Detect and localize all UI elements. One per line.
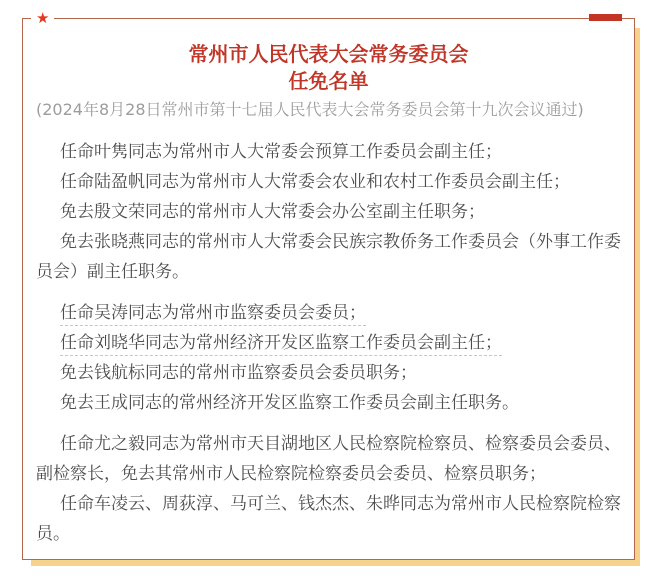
star-icon: ★ — [31, 8, 54, 28]
document-title-line-2: 任免名单 — [288, 69, 369, 93]
appointment-item — [36, 358, 621, 388]
appointment-text-underlined: 任命刘晓华同志为常州经济开发区监察工作委员会副主任； — [60, 333, 502, 356]
appointment-text: 任命车凌云、周荻淳、马可兰、钱杰杰、朱晔同志为常州市人民检察院检察员。 — [36, 494, 621, 544]
appointment-item — [36, 298, 621, 328]
appointment-item — [36, 429, 621, 489]
appointment-text: 免去张晓燕同志的常州市人大常委会民族宗教侨务工作委员会（外事工作委员会）副主任职务。 — [36, 232, 621, 282]
appointment-item — [36, 388, 621, 418]
appointment-text: 任命尤之毅同志为常州市天目湖地区人民检察院检察员、检察委员会委员、副检察长，免去其常州市人民检察院检察委员会委员、检察员职务； — [36, 434, 621, 484]
announcement-content — [23, 19, 634, 559]
document-title-line-1: 常州市人民代表大会常务委员会 — [188, 42, 469, 66]
appointments-block-procuratorate — [36, 429, 621, 549]
appointment-item — [36, 137, 621, 167]
appointment-text-underlined: 任命吴涛同志为常州市监察委员会委员； — [60, 303, 366, 326]
announcement-card — [22, 9, 635, 560]
appointment-item — [36, 489, 621, 549]
meeting-passage-note: (2024年8月28日常州市第十七届人民代表大会常务委员会第十九次会议通过) — [36, 100, 584, 119]
appointments-block-peoples-congress — [36, 137, 621, 287]
appointment-item — [36, 328, 621, 358]
appointment-text: 任命叶隽同志为常州市人大常委会预算工作委员会副主任； — [60, 142, 502, 162]
appointment-text: 免去殷文荣同志的常州市人大常委会办公室副主任职务； — [60, 202, 485, 222]
appointment-text: 免去钱航标同志的常州市监察委员会委员职务； — [60, 363, 417, 383]
appointment-text: 免去王成同志的常州经济开发区监察工作委员会副主任职务。 — [60, 393, 519, 413]
appointments-block-supervisory-commission — [36, 298, 621, 418]
appointment-item — [36, 167, 621, 197]
document-title — [36, 41, 621, 95]
appointment-text: 任命陆盈帆同志为常州市人大常委会农业和农村工作委员会副主任； — [60, 172, 570, 192]
appointment-item — [36, 227, 621, 287]
appointment-item — [36, 197, 621, 227]
